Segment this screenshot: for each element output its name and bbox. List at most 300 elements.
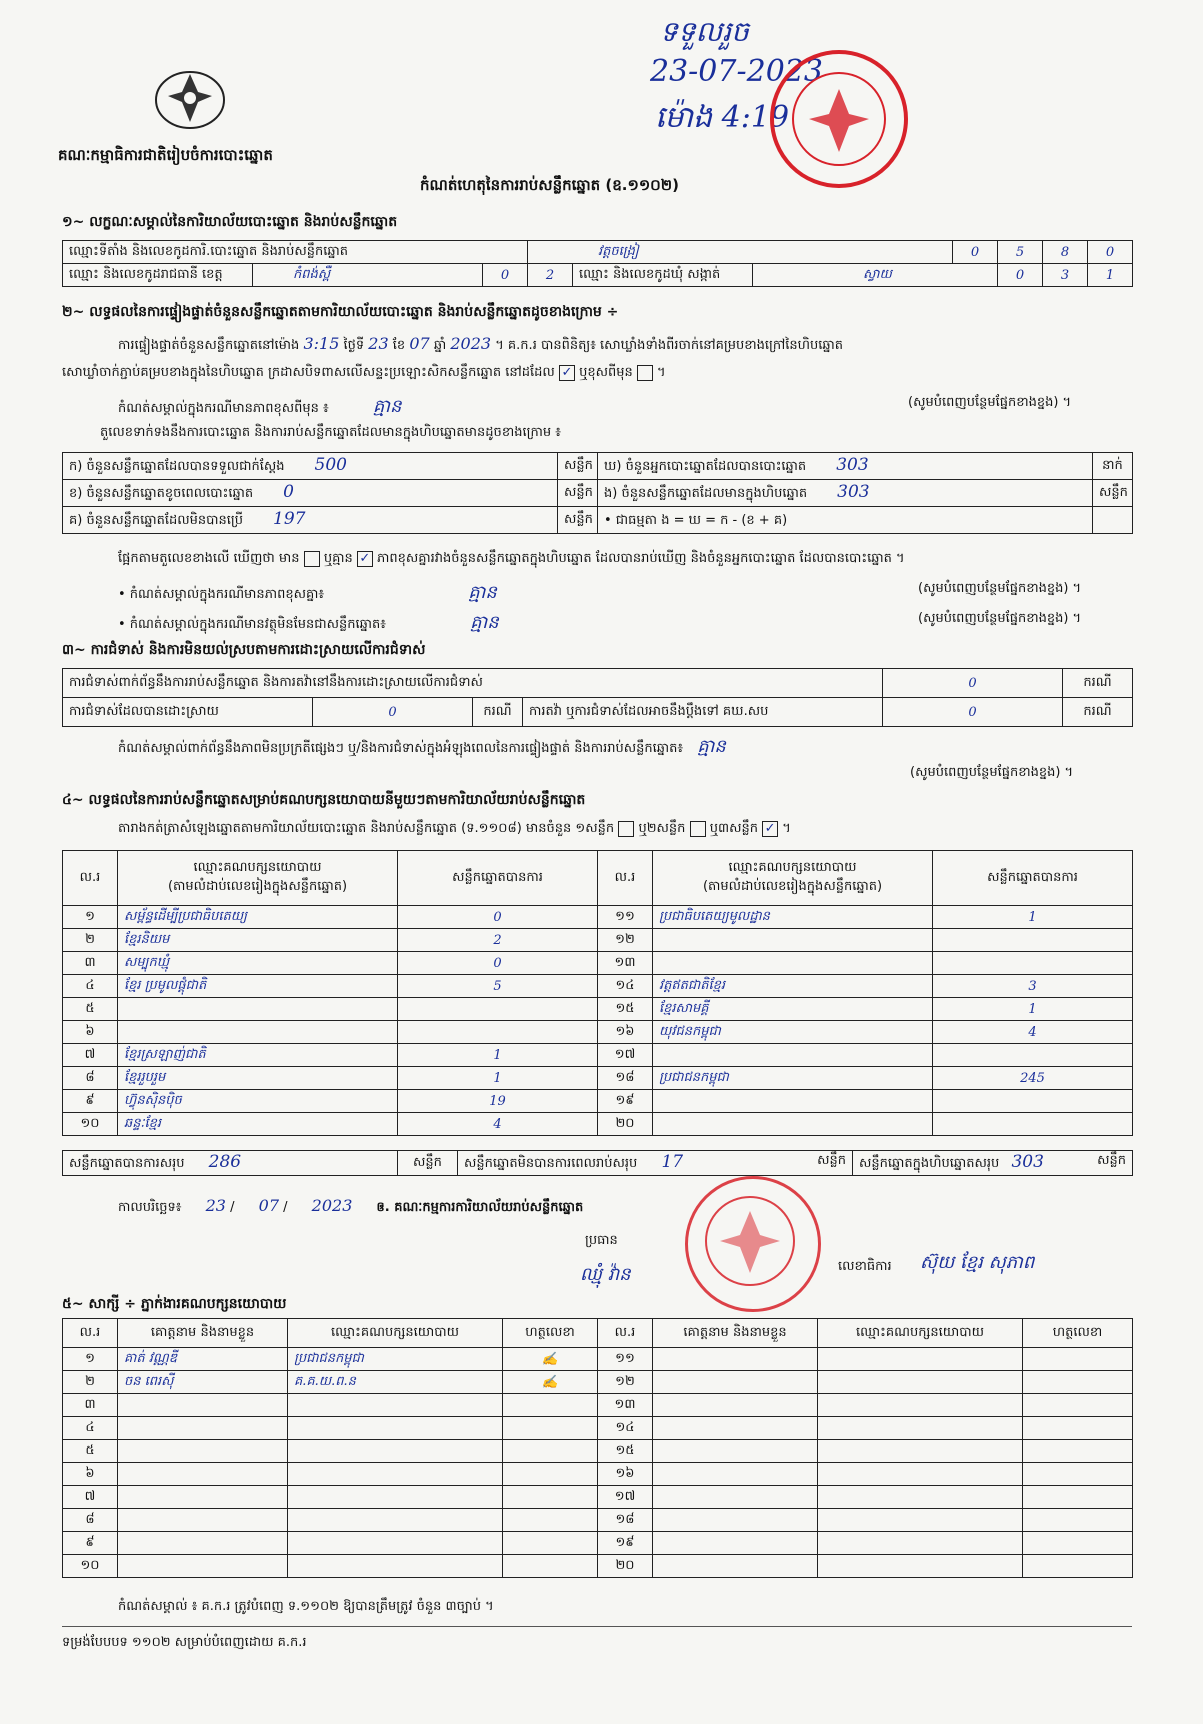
vote-no: ១០	[63, 1113, 118, 1136]
ballot-left-value: 500	[314, 455, 347, 475]
verify-line2-text: សោឃ្លាំចាក់ភ្ជាប់គម្របខាងក្នុងនៃហិបឆ្នោត ក្រដាសបិទពាសលើសន្ទះប្រឡោះសិកសន្លឹកឆ្នោត នៅដដែល	[62, 365, 555, 380]
objection-unit: ករណី	[1063, 669, 1133, 698]
footnote: កំណត់សម្គាល់ ៖ គ.ក.រ ត្រូវបំពេញ ទ.១១០២ ឱ្យបានត្រឹមត្រូវ ចំនួន ៣ច្បាប់ ។	[118, 1599, 494, 1614]
witness-party: គ.គ.យ.ព.ន	[288, 1371, 503, 1394]
section4-title: ៤~ លទ្ធផលនៃការរាប់សន្លឹកឆ្នោតសម្រាប់គណបក្សនយោបាយនីមួយៗតាមការិយាល័យរាប់សន្លឹកឆ្នោត	[62, 792, 586, 808]
witness-party	[288, 1486, 503, 1509]
witness-signature	[503, 1532, 598, 1555]
vote-no: ១៤	[598, 975, 653, 998]
witness-signature	[503, 1555, 598, 1578]
form-title: កំណត់ហេតុនៃការរាប់សន្លឹកឆ្នោត (ឧ.១១០២)	[420, 176, 680, 194]
verify-month-label: ខែ	[392, 338, 406, 353]
vote-no: ១	[63, 906, 118, 929]
witness-row	[63, 1509, 1133, 1532]
vote-party: វត្តឥតជាតិខ្មែរ	[653, 975, 933, 998]
ballot-left-value: 0	[283, 482, 294, 502]
vote-count	[933, 952, 1133, 975]
vote-row	[63, 952, 1133, 975]
witness-signature	[1023, 1532, 1133, 1555]
vote-count	[933, 1113, 1133, 1136]
vote-count: 1	[933, 906, 1133, 929]
total-invalid-label: សន្លឹកឆ្នោតមិនបានការពេលរាប់សរុប	[464, 1156, 638, 1171]
votes-col-votes: សន្លឹកឆ្នោតបានការ	[398, 851, 598, 906]
vote-count	[398, 1021, 598, 1044]
total-box-label: សន្លឹកឆ្នោតក្នុងហិបឆ្នោតសរុប	[859, 1156, 1000, 1171]
ballot-left-label: គ) ចំនួនសន្លឹកឆ្នោតដែលមិនបានប្រើ	[69, 513, 243, 528]
witness-no: ១១	[598, 1348, 653, 1371]
vote-party: ប្រជាធិបតេយ្យមូលដ្ឋាន	[653, 906, 933, 929]
witness-party	[818, 1509, 1023, 1532]
witness-signature: ✍	[503, 1371, 598, 1394]
witness-signature	[503, 1463, 598, 1486]
totals-table	[62, 1150, 1133, 1176]
witness-name: គាត់ វណ្ណឌី	[118, 1348, 288, 1371]
witness-party	[288, 1532, 503, 1555]
vote-count: 3	[933, 975, 1133, 998]
vote-party	[653, 1044, 933, 1067]
ballot-right-label: ឃ) ចំនួនអ្នកបោះឆ្នោតដែលបានបោះឆ្នោត	[604, 459, 807, 474]
witness-no: ១៧	[598, 1486, 653, 1509]
objection-label: ការជំទាស់ពាក់ព័ន្ធនឹងការរាប់សន្លឹកឆ្នោត និងការតវ៉ានៅនឹងការដោះស្រាយលើការជំទាស់	[63, 669, 883, 698]
witness-no: ១៣	[598, 1394, 653, 1417]
witness-name	[653, 1555, 818, 1578]
witness-row	[63, 1348, 1133, 1371]
ballot-right-value: 303	[836, 455, 869, 475]
witness-no: ២០	[598, 1555, 653, 1578]
section2-title: ២~ លទ្ធផលនៃការផ្ទៀងផ្ទាត់ចំនួនសន្លឹកឆ្នោតតាមការិយាល័យបោះឆ្នោត និងរាប់សន្លឹកឆ្នោតដូចខាងក្រោម ÷	[62, 304, 619, 320]
witness-signature	[1023, 1417, 1133, 1440]
three-sheet-checkbox[interactable]: ✓	[762, 821, 778, 837]
witness-name	[653, 1440, 818, 1463]
witness-party	[288, 1440, 503, 1463]
committee-label: ឲ. គណៈកម្មការការិយាល័យរាប់សន្លឹកឆ្នោត	[376, 1200, 584, 1215]
vote-party: ខ្មែររួបរួម	[118, 1067, 398, 1090]
signing-date: កាលបរិច្ឆេទ៖ 23 / 07 / 2023 ឲ. គណៈកម្មការការិយាល័យរាប់សន្លឹកឆ្នោត	[118, 1196, 584, 1215]
appeal-label: ការតវ៉ា ឬការជំទាស់ដែលអាចនឹងប្តឹងទៅ គឃ.សប	[523, 698, 883, 727]
no-diff-checkbox[interactable]: ✓	[357, 551, 373, 567]
diff-note-label: • កំណត់សម្គាល់ក្នុងករណីមានភាពខុសគ្នា៖	[118, 587, 325, 602]
votes-col-party2-l2: (តាមលំដាប់លេខរៀងក្នុងសន្លឹកឆ្នោត)	[702, 879, 883, 894]
witness-no: ៧	[63, 1486, 118, 1509]
witness-col-party-2: ឈ្មោះគណបក្សនយោបាយ	[818, 1319, 1023, 1348]
resolved-unit: ករណី	[473, 698, 523, 727]
witness-signature	[503, 1440, 598, 1463]
witness-party	[818, 1417, 1023, 1440]
vote-party	[653, 929, 933, 952]
witness-signature	[503, 1417, 598, 1440]
fake-note-label: • កំណត់សម្គាល់ក្នុងករណីមានវត្ថុមិនមែនជាសន្លឹកឆ្នោត៖	[118, 617, 386, 632]
vote-count	[933, 929, 1133, 952]
votes-col-no-2: ល.រ	[598, 851, 653, 906]
witness-table	[62, 1318, 1133, 1578]
vote-no: ១៥	[598, 998, 653, 1021]
ballot-right-unit: សន្លឹក	[1093, 480, 1133, 507]
total-invalid-unit: សន្លឹក	[817, 1153, 846, 1168]
total-box-cell	[853, 1151, 1133, 1176]
vote-count: 1	[933, 998, 1133, 1021]
vote-no: ១៣	[598, 952, 653, 975]
witness-name	[118, 1463, 288, 1486]
sheet-count-line: តារាងកត់ត្រាសំឡេងឆ្នោតតាមការិយាល័យបោះឆ្នោត និងរាប់សន្លឹកឆ្នោត (ទ.១១០៨) មានចំនួន ១សន្លឹក ឬ២សន្លឹក ឬ៣សន្លឹក ✓ ។	[118, 820, 791, 836]
vote-party: ខ្មែរសាមគ្គី	[653, 998, 933, 1021]
signing-date-label: កាលបរិច្ឆេទ៖	[118, 1200, 182, 1215]
vote-no: ៤	[63, 975, 118, 998]
witness-row	[63, 1394, 1133, 1417]
vote-no: ៩	[63, 1090, 118, 1113]
votes-col-party	[118, 851, 398, 906]
vote-no: ៥	[63, 998, 118, 1021]
witness-name	[118, 1555, 288, 1578]
verify-year: 2023	[450, 334, 492, 353]
vote-party: យុវជនកម្ពុជា	[653, 1021, 933, 1044]
witness-signature	[1023, 1348, 1133, 1371]
vote-party	[118, 1021, 398, 1044]
witness-col-sign-2: ហត្ថលេខា	[1023, 1319, 1133, 1348]
receipt-note-2: 23-07-2023	[650, 54, 823, 89]
diff-note	[118, 580, 1138, 607]
commune-code-1: 0	[998, 264, 1043, 287]
witness-row	[63, 1486, 1133, 1509]
ballot-left-unit: សន្លឹក	[558, 480, 598, 507]
official-stamp-bottom	[685, 1176, 821, 1312]
vote-party: ខ្មែរ​ស្រឡាញ់ជាតិ	[118, 1044, 398, 1067]
ballot-right-label: ង) ចំនួនសន្លឹកឆ្នោតដែលមានក្នុងហិបឆ្នោត	[604, 486, 808, 501]
fake-note	[118, 610, 1138, 637]
verify-day: 23	[368, 334, 389, 353]
vote-count: 0	[398, 952, 598, 975]
commune-value: ស្វាយ	[753, 264, 998, 287]
party-votes-table	[62, 850, 1133, 1136]
vote-party: ខ្មែរនិយម	[118, 929, 398, 952]
witness-signature	[1023, 1371, 1133, 1394]
vote-count	[933, 1044, 1133, 1067]
total-valid-cell	[63, 1151, 398, 1176]
witness-name	[118, 1417, 288, 1440]
verify-year-label: ឆ្នាំ	[433, 338, 447, 353]
commune-label: ឈ្មោះ និងលេខកូដឃុំ សង្កាត់	[573, 264, 753, 287]
section5-title: ៥~ សាក្សី ÷ ភ្នាក់ងារគណបក្សនយោបាយ	[62, 1296, 287, 1312]
committee-name: គណៈកម្មាធិការជាតិរៀបចំការបោះឆ្នោត	[58, 146, 273, 164]
witness-signature	[503, 1394, 598, 1417]
section3-title: ៣~ ការជំទាស់ និងការមិនយល់ស្របតាមការដោះស្រាយលើការជំទាស់	[62, 642, 426, 658]
witness-name	[118, 1440, 288, 1463]
emblem-icon	[150, 62, 230, 132]
vote-count: 245	[933, 1067, 1133, 1090]
ballot-row	[63, 453, 1133, 480]
witness-no: ១៤	[598, 1417, 653, 1440]
vote-party: សម្ព័ន្ធដើម្បីប្រជាធិបតេយ្យ	[118, 906, 398, 929]
ballot-right-unit: នាក់	[1093, 453, 1133, 480]
witness-no: ៤	[63, 1417, 118, 1440]
verify-paragraph	[118, 334, 1138, 356]
witness-row	[63, 1371, 1133, 1394]
votes-col-no: ល.រ	[63, 851, 118, 906]
witness-signature: ✍	[503, 1348, 598, 1371]
signing-date-month: 07	[258, 1196, 279, 1215]
ballot-left-cell	[63, 453, 558, 480]
witness-signature	[1023, 1440, 1133, 1463]
witness-no: ១០	[63, 1555, 118, 1578]
ballot-left-cell	[63, 507, 558, 534]
witness-no: ៦	[63, 1463, 118, 1486]
witness-name	[653, 1532, 818, 1555]
witness-col-sign: ហត្ថលេខា	[503, 1319, 598, 1348]
ballot-right-cell	[598, 507, 1093, 534]
receipt-note-1: ទទួលរួច	[660, 15, 749, 48]
witness-signature	[1023, 1463, 1133, 1486]
fake-note-value: គ្មាន	[470, 612, 499, 633]
ballot-left-cell	[63, 480, 558, 507]
vote-row	[63, 998, 1133, 1021]
signing-date-day: 23	[205, 1196, 226, 1215]
witness-party	[818, 1486, 1023, 1509]
witness-signature	[1023, 1394, 1133, 1417]
ballot-left-value: 197	[273, 509, 306, 529]
ballot-right-value: 303	[837, 482, 870, 502]
vote-count: 1	[398, 1067, 598, 1090]
three-sheet-label: ឬ៣សន្លឹក	[709, 821, 758, 836]
vote-no: ១៧	[598, 1044, 653, 1067]
ballot-right-cell	[598, 453, 1093, 480]
compare-label: ផ្អែកតាមតួលេខខាងលើ ឃើញថា មាន	[118, 551, 300, 566]
witness-no: ៩	[63, 1532, 118, 1555]
witness-col-name-2: គោត្តនាម និងនាមខ្លួន	[653, 1319, 818, 1348]
witness-party	[818, 1555, 1023, 1578]
witness-row	[63, 1555, 1133, 1578]
witness-no: ១២	[598, 1371, 653, 1394]
verify-month: 07	[409, 334, 430, 353]
vote-count: 19	[398, 1090, 598, 1113]
witness-col-name: គោត្តនាម និងនាមខ្លួន	[118, 1319, 288, 1348]
ballot-right-cell	[598, 480, 1093, 507]
section1-table	[62, 240, 1133, 287]
witness-no: ១៥	[598, 1440, 653, 1463]
changed-label: ឬខុសពីមុន	[579, 365, 633, 380]
changed-checkbox[interactable]	[637, 365, 653, 381]
vote-no: ២០	[598, 1113, 653, 1136]
vote-row	[63, 1044, 1133, 1067]
witness-party	[288, 1555, 503, 1578]
site-code-1: 0	[953, 241, 998, 264]
province-value: កំពង់ស្ពឺ	[253, 264, 483, 287]
compare-line	[118, 550, 905, 569]
section1-title: ១~ លក្ខណៈសម្គាល់នៃការិយាល័យបោះឆ្នោត និងរាប់សន្លឹកឆ្នោត	[62, 214, 398, 230]
ballot-row	[63, 507, 1133, 534]
votes-col-party-2	[653, 851, 933, 906]
two-sheet-checkbox[interactable]	[690, 821, 706, 837]
witness-signature	[1023, 1555, 1133, 1578]
witness-row	[63, 1463, 1133, 1486]
witness-col-party: ឈ្មោះគណបក្សនយោបាយ	[288, 1319, 503, 1348]
vote-no: ១៨	[598, 1067, 653, 1090]
chair-label: ប្រធាន	[585, 1233, 618, 1248]
vote-no: ១៦	[598, 1021, 653, 1044]
votes-col-party2-l1: ឈ្មោះគណបក្សនយោបាយ	[728, 860, 857, 875]
ballot-left-unit: សន្លឹក	[558, 453, 598, 480]
vote-row	[63, 975, 1133, 998]
total-invalid-value: 17	[661, 1152, 684, 1172]
objection-value: 0	[883, 669, 1063, 698]
diff-note-suffix: (សូមបំពេញបន្ថែមផ្នែកខាងខ្នង) ។	[918, 581, 1082, 596]
vote-row	[63, 1021, 1133, 1044]
vote-no: ២	[63, 929, 118, 952]
verify-rest: ។ គ.ក.រ បានពិនិត្យ៖ សោឃ្លាំងទាំងពីរចាក់នៅគម្របខាងក្រៅនៃហិបឆ្នោត	[495, 338, 843, 353]
secretary-name: ស៊ុយ ខ្មែរ សុភាព	[920, 1252, 1035, 1273]
vote-no: ៣	[63, 952, 118, 975]
witness-party	[288, 1417, 503, 1440]
vote-count: 0	[398, 906, 598, 929]
witness-name: ចន ពេរស៊ី	[118, 1371, 288, 1394]
resolved-label: ការជំទាស់ដែលបានដោះស្រាយ	[63, 698, 313, 727]
witness-no: ២	[63, 1371, 118, 1394]
vote-count: 2	[398, 929, 598, 952]
witness-party	[288, 1463, 503, 1486]
witness-signature	[1023, 1509, 1133, 1532]
signing-date-year: 2023	[311, 1196, 353, 1215]
witness-name	[653, 1463, 818, 1486]
commune-code-2: 3	[1043, 264, 1088, 287]
vote-no: ៦	[63, 1021, 118, 1044]
witness-party	[818, 1463, 1023, 1486]
objection-table	[62, 668, 1133, 727]
appeal-value: 0	[883, 698, 1063, 727]
witness-party	[288, 1509, 503, 1532]
form-footer: ទម្រង់បែបបទ ១១០២ សម្រាប់បំពេញដោយ គ.ក.រ	[62, 1635, 307, 1650]
two-sheet-label: ឬ២សន្លឹក	[638, 821, 686, 836]
witness-col-no: ល.រ	[63, 1319, 118, 1348]
commune-code-3: 1	[1088, 264, 1133, 287]
votes-col-party-l1: ឈ្មោះគណបក្សនយោបាយ	[193, 860, 322, 875]
witness-signature	[503, 1509, 598, 1532]
votes-col-votes-2: សន្លឹកឆ្នោតបានការ	[933, 851, 1133, 906]
footer-divider	[62, 1626, 1132, 1627]
witness-col-no-2: ល.រ	[598, 1319, 653, 1348]
site-code-4: 0	[1088, 241, 1133, 264]
witness-name	[653, 1348, 818, 1371]
no-diff-label: ឬគ្មាន	[323, 551, 353, 566]
witness-party	[818, 1348, 1023, 1371]
witness-name	[118, 1486, 288, 1509]
witness-no: ៨	[63, 1509, 118, 1532]
total-valid-label: សន្លឹកឆ្នោតបានការសរុប	[69, 1156, 185, 1171]
irregularity-note	[118, 734, 726, 761]
vote-count: 5	[398, 975, 598, 998]
total-invalid-cell	[458, 1151, 853, 1176]
total-valid-unit: សន្លឹក	[398, 1151, 458, 1176]
witness-name	[653, 1486, 818, 1509]
vote-no: ១៩	[598, 1090, 653, 1113]
ballot-left-label: ខ) ចំនួនសន្លឹកឆ្នោតខូចពេលបោះឆ្នោត	[69, 486, 254, 501]
province-label: ឈ្មោះ និងលេខកូដរាជធានី ខេត្ត	[63, 264, 253, 287]
vote-party	[118, 998, 398, 1021]
vote-row	[63, 1113, 1133, 1136]
vote-party	[653, 1113, 933, 1136]
vote-no: ៧	[63, 1044, 118, 1067]
witness-row	[63, 1532, 1133, 1555]
witness-no: ១៦	[598, 1463, 653, 1486]
vote-count	[398, 998, 598, 1021]
official-stamp-top	[770, 50, 908, 188]
total-box-unit: សន្លឹក	[1097, 1153, 1126, 1168]
vote-party: ប្រជាជនកម្ពុជា	[653, 1067, 933, 1090]
witness-name	[653, 1394, 818, 1417]
change-note-value: គ្មាន	[372, 396, 402, 417]
ballot-left-unit: សន្លឹក	[558, 507, 598, 534]
vote-count: 4	[933, 1021, 1133, 1044]
witness-name	[653, 1371, 818, 1394]
witness-name	[118, 1532, 288, 1555]
witness-signature	[1023, 1486, 1133, 1509]
verify-prefix: ការផ្ទៀងផ្ទាត់ចំនួនសន្លឹកឆ្នោតនៅម៉ោង	[118, 338, 300, 353]
witness-party	[288, 1394, 503, 1417]
vote-party	[653, 952, 933, 975]
witness-no: ១	[63, 1348, 118, 1371]
compare-rest: ភាពខុសគ្នារវាងចំនួនសន្លឹកឆ្នោតក្នុងហិបឆ្នោត ដែលបានរាប់ឃើញ និងចំនួនអ្នកបោះឆ្នោត ដែលបានបោះឆ្នោត ។	[377, 551, 905, 566]
sheet-count-intro: តារាងកត់ត្រាសំឡេងឆ្នោតតាមការិយាល័យបោះឆ្នោត និងរាប់សន្លឹកឆ្នោត (ទ.១១០៨) មានចំនួន ១សន្លឹក	[118, 821, 615, 836]
ballot-count-table	[62, 452, 1133, 534]
province-code-2: 2	[528, 264, 573, 287]
same-checkbox[interactable]: ✓	[559, 365, 575, 381]
fake-note-suffix: (សូមបំពេញបន្ថែមផ្នែកខាងខ្នង) ។	[918, 611, 1082, 626]
verify-day-label: ថ្ងៃទី	[343, 338, 365, 353]
witness-no: ៥	[63, 1440, 118, 1463]
irregularity-note-value: គ្មាន	[697, 736, 726, 757]
change-note-suffix: (សូមបំពេញបន្ថែមផ្នែកខាងខ្នង) ។	[908, 395, 1072, 410]
irregularity-note-label: កំណត់សម្គាល់ពាក់ព័ន្ធនឹងភាពមិនប្រក្រតីផ្សេងៗ ឬ/និងការជំទាស់ក្នុងអំឡុងពេលនៃការផ្ទៀងផ្ទាត់ និងការរាប់សន្លឹកឆ្នោត៖	[118, 741, 684, 756]
witness-name	[653, 1417, 818, 1440]
vote-party: ឆន្ទៈខ្មែរ	[118, 1113, 398, 1136]
site-code-2: 5	[998, 241, 1043, 264]
one-sheet-checkbox[interactable]	[618, 821, 634, 837]
has-diff-checkbox[interactable]	[304, 551, 320, 567]
site-value: វត្តចង្រៀ	[528, 241, 953, 264]
vote-party	[653, 1090, 933, 1113]
resolved-value: 0	[313, 698, 473, 727]
witness-row	[63, 1440, 1133, 1463]
vote-party: ហ៊្វុនស៊ិនប៉ិច	[118, 1090, 398, 1113]
witness-name	[653, 1509, 818, 1532]
change-note	[118, 394, 1138, 421]
appeal-unit: ករណី	[1063, 698, 1133, 727]
witness-party	[818, 1532, 1023, 1555]
ballot-right-unit	[1093, 507, 1133, 534]
witness-party: ប្រជាជនកម្ពុជា	[288, 1348, 503, 1371]
witness-name	[118, 1394, 288, 1417]
vote-row	[63, 929, 1133, 952]
witness-party	[818, 1440, 1023, 1463]
witness-row	[63, 1417, 1133, 1440]
witness-signature	[503, 1486, 598, 1509]
site-code-3: 8	[1043, 241, 1088, 264]
secretary-label: លេខាធិការ	[838, 1259, 892, 1274]
vote-count	[933, 1090, 1133, 1113]
receipt-note-3: ម៉ោង 4:19	[655, 100, 790, 135]
ballot-right-label: • ជាធម្មតា ង = ឃ = ក - (ខ + គ)	[604, 513, 788, 528]
votes-col-party-l2: (តាមលំដាប់លេខរៀងក្នុងសន្លឹកឆ្នោត)	[167, 879, 348, 894]
vote-party: ខ្មែរ ប្រមូលផ្តុំជាតិ	[118, 975, 398, 998]
witness-party	[818, 1394, 1023, 1417]
ballot-row	[63, 480, 1133, 507]
vote-count: 1	[398, 1044, 598, 1067]
ballot-left-label: ក) ចំនួនសន្លឹកឆ្នោតដែលបានទទួលជាក់ស្តែង	[69, 459, 285, 474]
vote-count: 4	[398, 1113, 598, 1136]
vote-no: ៨	[63, 1067, 118, 1090]
witness-no: ៣	[63, 1394, 118, 1417]
irregularity-suffix: (សូមបំពេញបន្ថែមផ្នែកខាងខ្នង) ។	[910, 765, 1074, 780]
diff-note-value: គ្មាន	[468, 582, 497, 603]
vote-no: ១១	[598, 906, 653, 929]
witness-no: ១៨	[598, 1509, 653, 1532]
